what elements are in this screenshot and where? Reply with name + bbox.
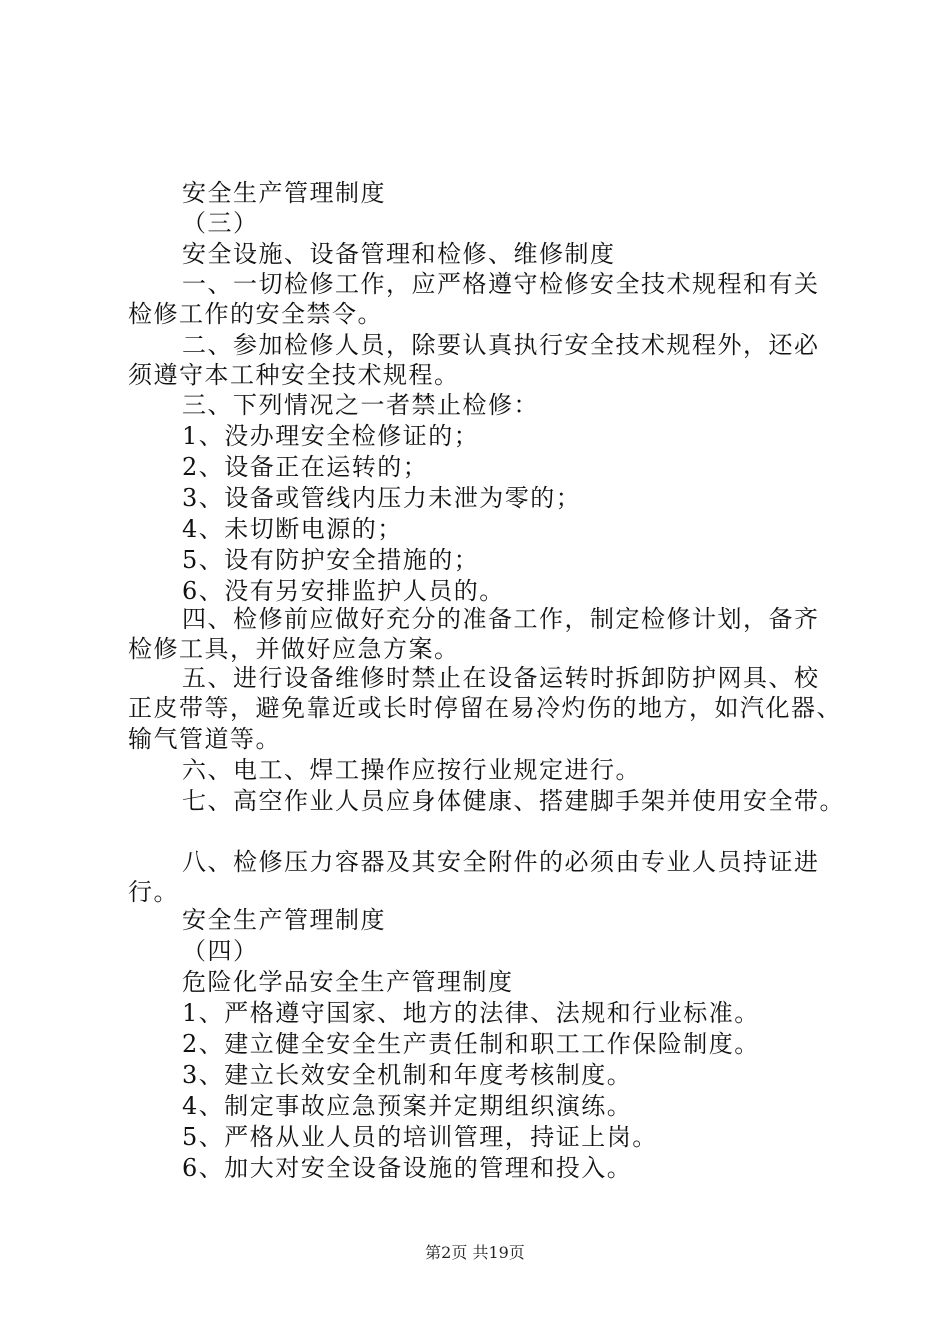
paragraph-line: 须遵守本工种安全技术规程。 bbox=[128, 361, 460, 389]
section-title: 安全生产管理制度 bbox=[182, 906, 386, 934]
paragraph-line: 行。 bbox=[128, 878, 179, 906]
list-item: 4、未切断电源的； bbox=[182, 515, 403, 543]
section-title: 安全生产管理制度 bbox=[182, 179, 386, 207]
list-item: 4、制定事故应急预案并定期组织演练。 bbox=[182, 1092, 633, 1120]
list-item: 1、没办理安全检修证的； bbox=[182, 422, 480, 450]
paragraph-line: 八、检修压力容器及其安全附件的必须由专业人员持证进 bbox=[182, 848, 820, 876]
list-item: 6、加大对安全设备设施的管理和投入。 bbox=[182, 1154, 633, 1182]
paragraph-line: 检修工具，并做好应急方案。 bbox=[128, 635, 460, 663]
list-item: 5、设有防护安全措施的； bbox=[182, 546, 480, 574]
paragraph-line: 正皮带等，避免靠近或长时停留在易冷灼伤的地方，如汽化器、 bbox=[128, 694, 842, 722]
paragraph-line: 七、高空作业人员应身体健康、搭建脚手架并使用安全带。 bbox=[182, 787, 845, 815]
list-item: 1、严格遵守国家、地方的法律、法规和行业标准。 bbox=[182, 999, 760, 1027]
paragraph-line: 输气管道等。 bbox=[128, 725, 281, 753]
section-subtitle: 危险化学品安全生产管理制度 bbox=[182, 968, 514, 996]
list-item: 3、设备或管线内压力未泄为零的； bbox=[182, 484, 582, 512]
paragraph-line: 检修工作的安全禁令。 bbox=[128, 300, 383, 328]
paragraph-line: 六、电工、焊工操作应按行业规定进行。 bbox=[182, 756, 641, 784]
list-item: 6、没有另安排监护人员的。 bbox=[182, 577, 505, 605]
paragraph-line: 三、下列情况之一者禁止检修： bbox=[182, 391, 539, 419]
section-subtitle: 安全设施、设备管理和检修、维修制度 bbox=[182, 240, 616, 268]
page-number-footer: 第2页 共19页 bbox=[425, 1243, 525, 1262]
list-item: 5、严格从业人员的培训管理，持证上岗。 bbox=[182, 1123, 658, 1151]
list-item: 2、建立健全安全生产责任制和职工工作保险制度。 bbox=[182, 1030, 760, 1058]
section-number: （四） bbox=[182, 937, 259, 965]
section-number: （三） bbox=[182, 209, 259, 237]
paragraph-line: 四、检修前应做好充分的准备工作，制定检修计划，备齐 bbox=[182, 605, 820, 633]
paragraph-line: 二、参加检修人员，除要认真执行安全技术规程外，还必 bbox=[182, 331, 820, 359]
list-item: 2、设备正在运转的； bbox=[182, 453, 429, 481]
list-item: 3、建立长效安全机制和年度考核制度。 bbox=[182, 1061, 633, 1089]
paragraph-line: 一、一切检修工作，应严格遵守检修安全技术规程和有关 bbox=[182, 270, 820, 298]
paragraph-line: 五、进行设备维修时禁止在设备运转时拆卸防护网具、校 bbox=[182, 664, 820, 692]
